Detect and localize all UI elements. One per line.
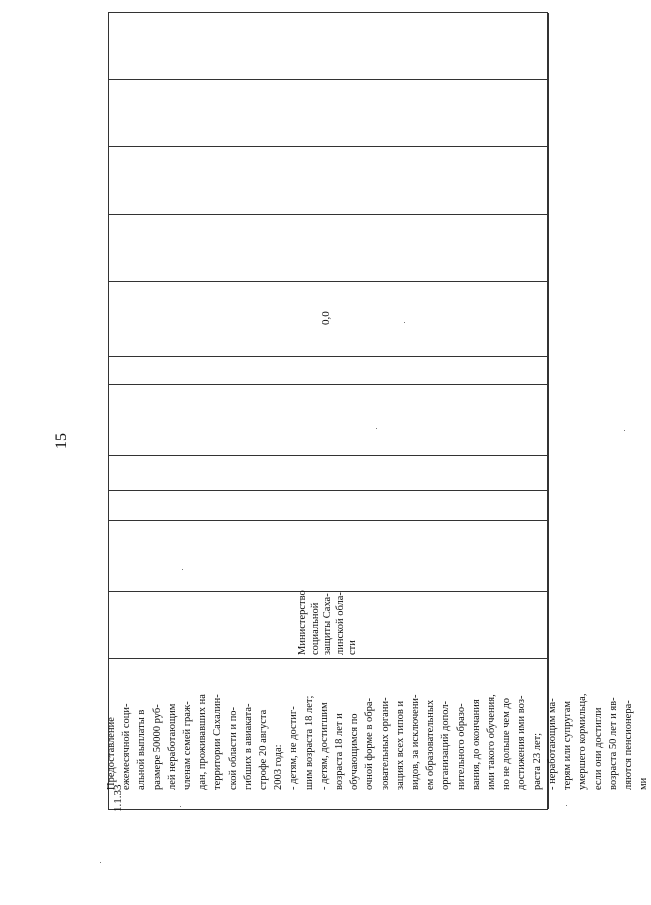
scan-speck bbox=[100, 862, 101, 863]
scan-speck bbox=[624, 430, 625, 431]
row-id: 1.1.33 bbox=[112, 784, 124, 812]
scan-speck bbox=[404, 322, 405, 323]
row-description: Предоставление ежемесячной соци- альной выплаты в размере 50000 руб- лей неработающим членам семей граж- дан, проживавших на территории Сахалин- ской области и по- гибших в авиаката- строфе 20 августа 2003 года: - детям, не достиг- шим возраста 18 лет; - детям, достигшим возраста 18 лет и обучающимся по очной форме в обра- зовательных органи- зациях всех типов и видов, за исключени- ем образовательных организаций допол- нительного образо- вания, до окончания ими такого обучения, но не дольше чем до достижения ими воз- раста 23 лет; - неработающим ма- терям или супругам умершего кормильца, если они достигли возраста 50 лет и яв- ляются пенсионера- ми bbox=[106, 693, 650, 790]
ministry-name: Министерство социальной защиты Саха- линской обла- сти bbox=[297, 590, 358, 655]
table-rule bbox=[109, 490, 547, 491]
scan-speck bbox=[182, 569, 183, 570]
table-rule bbox=[109, 79, 547, 80]
table-rule bbox=[109, 146, 547, 147]
scan-speck bbox=[376, 428, 377, 429]
table-rule bbox=[109, 384, 547, 385]
scan-speck bbox=[566, 805, 567, 806]
table-rule bbox=[109, 356, 547, 357]
table-rule bbox=[109, 214, 547, 215]
scan-speck bbox=[180, 806, 181, 807]
page-number: 15 bbox=[53, 433, 70, 449]
table-rule bbox=[109, 281, 547, 282]
table-rule bbox=[109, 520, 547, 521]
amount-value: 0,0 bbox=[320, 311, 332, 325]
table-rule bbox=[109, 455, 547, 456]
